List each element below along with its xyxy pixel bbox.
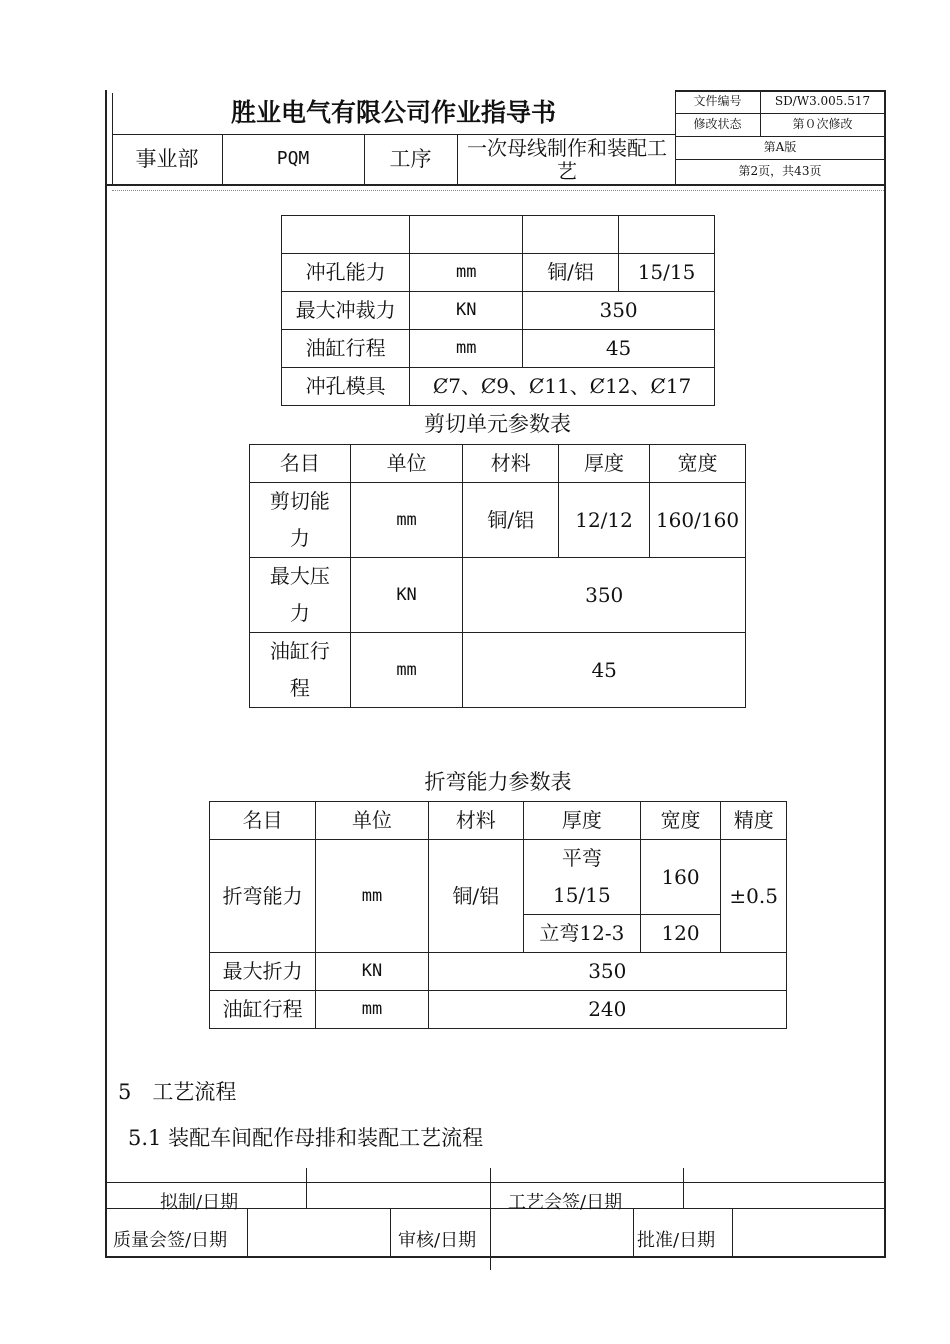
table-header-row	[210, 802, 787, 840]
table-cell: 油缸行程	[210, 991, 316, 1029]
revision-label: 修改状态	[693, 117, 742, 132]
table-cell: KN	[350, 558, 463, 633]
table-cell: 120	[640, 915, 721, 953]
table-cell: 350	[523, 292, 715, 330]
revision-value: 第０次修改	[792, 117, 853, 132]
column-header: 单位	[350, 445, 463, 483]
column-header: 名目	[210, 802, 316, 840]
column-header: 厚度	[559, 445, 650, 483]
table-cell	[523, 216, 619, 254]
table-cell: 剪切能力	[250, 483, 351, 558]
table-row	[250, 633, 746, 708]
table-cell	[410, 216, 523, 254]
table-cell: 160	[640, 840, 721, 915]
table-header-row	[250, 445, 746, 483]
table-cell: 45	[523, 330, 715, 368]
table-cell: Ȼ7、Ȼ9、Ȼ11、Ȼ12、Ȼ17	[410, 368, 715, 406]
table-row	[210, 953, 787, 991]
table-cell: 45	[463, 633, 746, 708]
quality-sign-label: 质量会签/日期	[113, 1230, 228, 1251]
edition: 第A版	[763, 140, 797, 155]
shear-table-caption: 剪切单元参数表	[424, 412, 571, 436]
table-cell	[619, 216, 715, 254]
table-cell: 冲孔能力	[282, 254, 410, 292]
dept-label: 事业部	[135, 147, 199, 172]
table-cell: 最大冲裁力	[282, 292, 410, 330]
bend-parameter-table	[209, 801, 787, 1029]
table-cell: 铜/铝	[428, 840, 523, 953]
table-row	[250, 558, 746, 633]
table-cell: mm	[350, 483, 463, 558]
section-heading-5: 5 工艺流程	[118, 1080, 237, 1104]
table-cell: mm	[410, 254, 523, 292]
drafted-label: 拟制/日期	[160, 1192, 239, 1211]
table-row	[282, 330, 715, 368]
column-header: 材料	[428, 802, 523, 840]
table-cell: 立弯12-3	[524, 915, 641, 953]
doc-no-value: SD/W3.005.517	[774, 94, 871, 109]
column-header: 宽度	[650, 445, 746, 483]
table-cell: 铜/铝	[523, 254, 619, 292]
table-row	[282, 368, 715, 406]
column-header: 单位	[316, 802, 428, 840]
approve-label: 批准/日期	[637, 1230, 716, 1251]
table-cell: mm	[410, 330, 523, 368]
table-cell: 冲孔模具	[282, 368, 410, 406]
table-cell: 160/160	[650, 483, 746, 558]
section-heading-5-1: 5.1 装配车间配作母排和装配工艺流程	[128, 1126, 484, 1150]
column-header: 宽度	[640, 802, 721, 840]
shear-parameter-table	[249, 444, 746, 708]
dept-value: PQM	[276, 148, 310, 170]
table-cell: KN	[316, 953, 428, 991]
table-row	[282, 216, 715, 254]
table-cell: mm	[350, 633, 463, 708]
table-cell	[282, 216, 410, 254]
column-header: 厚度	[524, 802, 641, 840]
bend-table-caption: 折弯能力参数表	[424, 770, 572, 794]
doc-no-label: 文件编号	[693, 94, 742, 109]
table-row	[210, 991, 787, 1029]
table-cell: 油缸行程	[282, 330, 410, 368]
table-cell: ±0.5	[721, 840, 787, 953]
process-sign-label: 工艺会签/日期	[508, 1192, 623, 1211]
punch-parameter-table	[281, 215, 715, 406]
review-label: 审核/日期	[398, 1230, 477, 1251]
table-cell: 15/15	[619, 254, 715, 292]
table-cell: 油缸行程	[250, 633, 351, 708]
table-cell: 350	[428, 953, 786, 991]
table-row	[250, 483, 746, 558]
table-row	[282, 254, 715, 292]
table-cell: 最大折力	[210, 953, 316, 991]
table-cell: mm	[316, 991, 428, 1029]
process-value: 一次母线制作和装配工艺	[467, 135, 667, 183]
table-cell: 240	[428, 991, 786, 1029]
table-row	[210, 840, 787, 915]
column-header: 名目	[250, 445, 351, 483]
column-header: 精度	[721, 802, 787, 840]
table-cell: 铜/铝	[463, 483, 559, 558]
table-cell: 350	[463, 558, 746, 633]
table-cell: 折弯能力	[210, 840, 316, 953]
page-info: 第2页，共43页	[738, 164, 822, 179]
table-row	[282, 292, 715, 330]
column-header: 材料	[463, 445, 559, 483]
company-title: 胜业电气有限公司作业指导书	[230, 97, 556, 127]
table-cell: 12/12	[559, 483, 650, 558]
table-cell: 最大压力	[250, 558, 351, 633]
process-label: 工序	[389, 147, 432, 172]
table-cell: 平弯15/15	[524, 840, 641, 915]
table-cell: KN	[410, 292, 523, 330]
table-cell: mm	[316, 840, 428, 953]
